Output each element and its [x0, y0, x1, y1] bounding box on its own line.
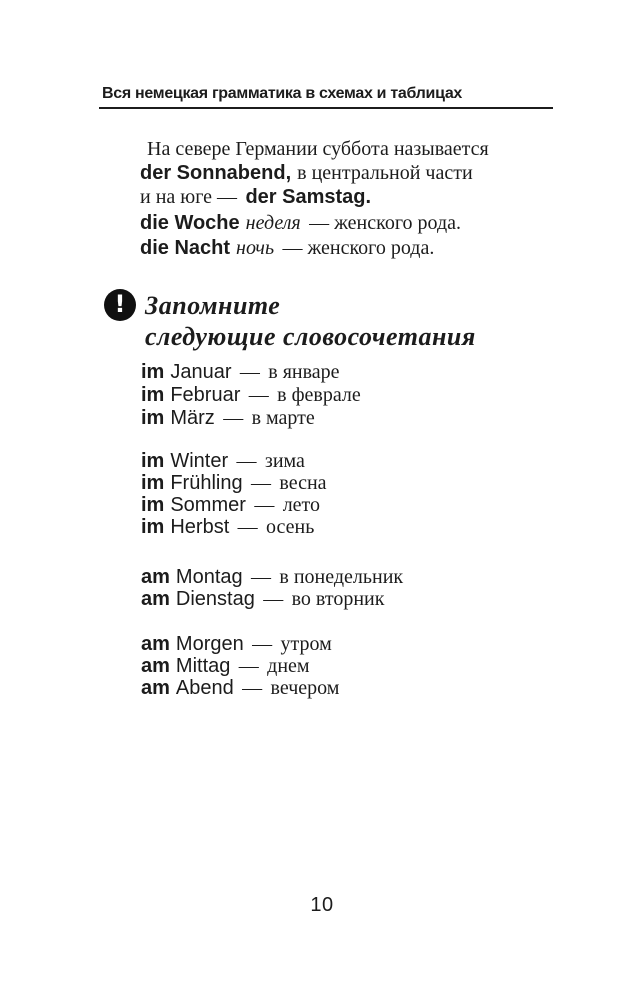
dash: — — [251, 472, 271, 494]
intro-line-3 — [140, 185, 560, 209]
phrase-russian: в марте — [251, 407, 315, 429]
dash: — — [252, 633, 273, 655]
phrase-german: Montag — [175, 566, 243, 588]
intro-text: в центральной части — [297, 162, 473, 184]
phrase-row — [141, 472, 571, 494]
phrase-row — [141, 655, 571, 677]
phrase-german: März — [170, 407, 215, 429]
running-head-title: Вся немецкая грамматика в схемах и таблицах — [102, 85, 463, 102]
german-term: die Nacht — [140, 237, 231, 259]
phrase-prefix: im — [141, 407, 165, 429]
dash: — — [248, 384, 269, 406]
phrase-prefix: im — [141, 361, 165, 383]
phrase-russian: в январе — [268, 361, 340, 383]
german-term: der Samstag. — [245, 186, 372, 208]
phrase-german: Februar — [170, 384, 241, 406]
phrase-row — [141, 677, 571, 699]
phrase-german: Mittag — [175, 655, 231, 677]
dash: — — [263, 588, 284, 610]
gender-notes — [140, 211, 560, 261]
intro-text: На севере Германии суббота называется — [147, 138, 489, 160]
dash: — — [239, 361, 260, 383]
phrase-russian: осень — [266, 516, 315, 538]
phrase-prefix: im — [141, 450, 165, 472]
dash: — — [238, 655, 259, 677]
phrase-russian: днем — [267, 655, 310, 677]
exclamation-icon — [104, 289, 136, 321]
gender-note-row — [140, 236, 560, 261]
phrase-row — [141, 384, 571, 407]
phrase-russian: во вторник — [291, 588, 385, 610]
phrase-german: Morgen — [175, 633, 244, 655]
exclamation-glyph: ! — [114, 290, 126, 318]
running-head — [99, 85, 553, 109]
intro-text: и на юге — — [140, 186, 238, 208]
phrase-row — [141, 588, 571, 610]
gender-note-text: — женского рода. — [309, 212, 462, 234]
page-number: 10 — [310, 894, 334, 916]
russian-translation: неделя — [245, 212, 301, 234]
note-heading-line-1: Запомните — [145, 291, 281, 320]
phrase-german: Winter — [170, 450, 229, 472]
phrase-prefix: am — [141, 677, 170, 699]
dash: — — [237, 516, 258, 538]
phrase-russian: в феврале — [277, 384, 361, 406]
phrase-prefix: im — [141, 516, 165, 538]
phrase-german: Frühling — [170, 472, 243, 494]
dash: — — [251, 566, 272, 588]
phrase-russian: утром — [280, 633, 332, 655]
gender-note-row — [140, 211, 560, 236]
phrase-german: Herbst — [170, 516, 230, 538]
dash: — — [236, 450, 257, 472]
phrase-row — [141, 450, 571, 472]
dash: — — [242, 677, 263, 699]
phrase-russian: зима — [264, 450, 305, 472]
phrase-row — [141, 566, 571, 588]
phrase-row — [141, 633, 571, 655]
phrase-group-weekdays — [141, 566, 571, 610]
dash: — — [223, 407, 244, 429]
german-term: der Sonnabend, — [140, 162, 292, 184]
intro-paragraph — [140, 137, 560, 209]
note-heading — [145, 290, 545, 352]
intro-line-2 — [140, 161, 560, 185]
phrase-row — [141, 361, 571, 384]
phrase-prefix: am — [141, 655, 170, 677]
russian-translation: ночь — [236, 237, 275, 259]
phrase-german: Januar — [170, 361, 232, 383]
phrase-german: Abend — [175, 677, 234, 699]
phrase-prefix: am — [141, 588, 170, 610]
intro-line-1 — [140, 137, 560, 161]
phrase-group-seasons — [141, 450, 571, 538]
phrase-prefix: am — [141, 633, 170, 655]
gender-note-text: — женского рода. — [282, 237, 435, 259]
phrase-russian: лето — [282, 494, 321, 516]
phrase-row — [141, 494, 571, 516]
phrase-prefix: im — [141, 384, 165, 406]
phrase-prefix: am — [141, 566, 170, 588]
phrase-german: Dienstag — [175, 588, 255, 610]
phrase-russian: весна — [279, 472, 327, 494]
phrase-row — [141, 516, 571, 538]
phrase-russian: вечером — [270, 677, 340, 699]
phrase-prefix: im — [141, 472, 165, 494]
phrase-german: Sommer — [170, 494, 246, 516]
german-term: die Woche — [140, 212, 240, 234]
phrase-group-daytimes — [141, 633, 571, 699]
phrase-row — [141, 407, 571, 430]
dash: — — [254, 494, 275, 516]
note-heading-line-2: следующие словосочетания — [145, 322, 476, 351]
phrase-russian: в понедельник — [279, 566, 404, 588]
phrase-group-months — [141, 361, 571, 430]
phrase-prefix: im — [141, 494, 165, 516]
